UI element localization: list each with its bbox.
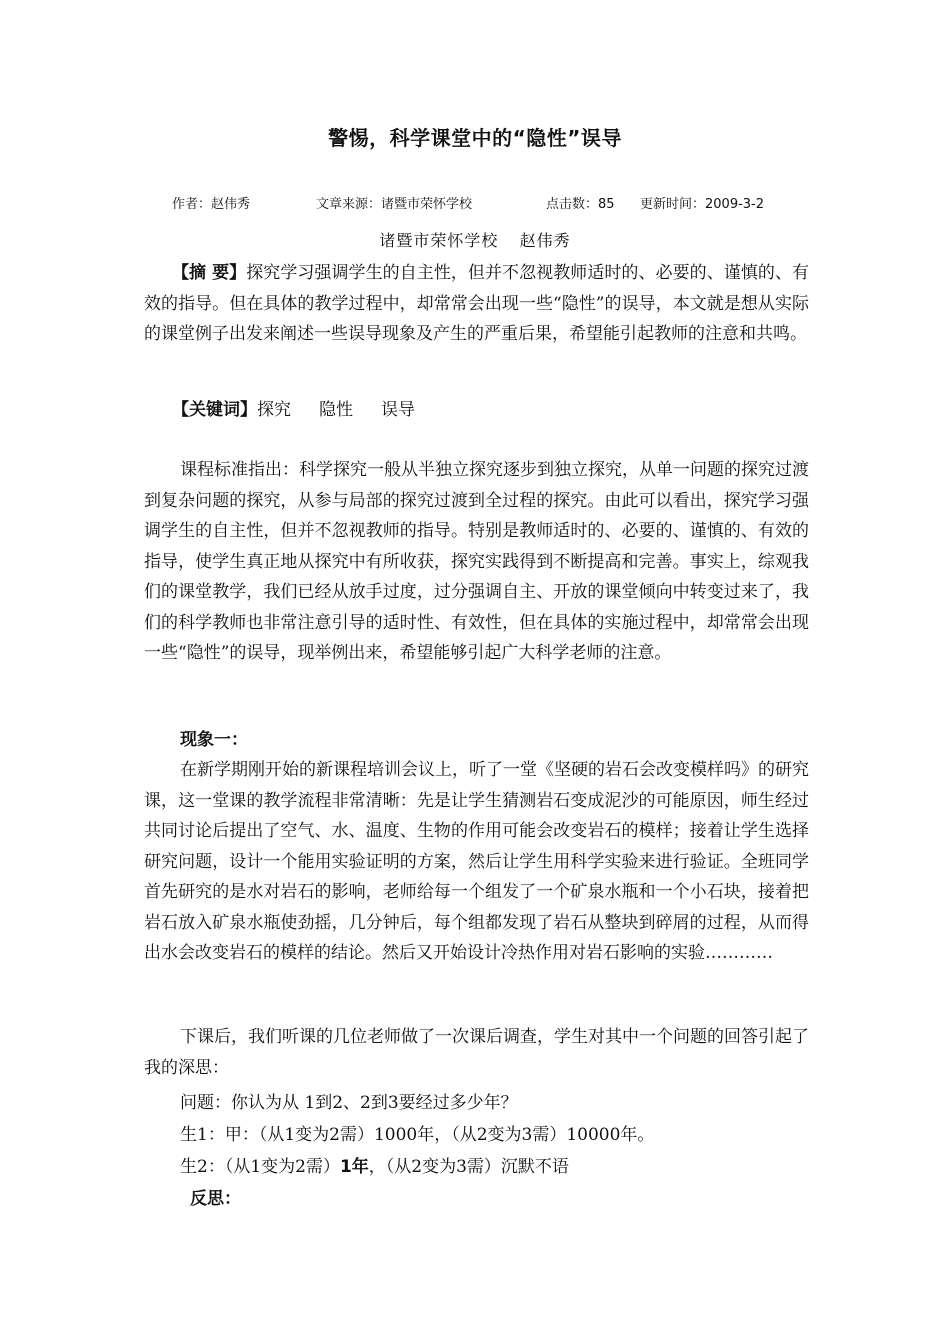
abstract-text: 探究学习强调学生的自主性，但并不忽视教师适时的、必要的、谨慎的、有效的指导。但在具体的教学过程中，却常常会出现一些“隐性”的误导，本文就是想从实际的课堂例子出发来阐述一些误导现象及产生的严重后果，希望能引起教师的注意和共鸣。	[144, 263, 809, 344]
keyword-item: 探究	[257, 400, 291, 420]
meta-source: 文章来源：诸暨市荣怀学校	[316, 197, 473, 212]
intro-paragraph: 课程标准指出：科学探究一般从半独立探究逐步到独立探究，从单一问题的探究过渡到复杂问题的探究，从参与局部的探究过渡到全过程的探究。由此可以看出，探究学习强调学生的自主性，但并不忽视教师的指导。特别是教师适时的、必要的、谨慎的、有效的指导，使学生真正地从探究中有所收获，探究实践得到不断提高和完善。事实上，综观我们的课堂教学，我们已经从放手过度，过分强调自主、开放的课堂倾向中转变过来了，我们的科学教师也非常注意引导的适时性、有效性，但在具体的实施过程中，却常常会出现一些“隐性”的误导，现举例出来，希望能够引起广大科学老师的注意。	[144, 460, 809, 663]
meta-clicks: 点击数：85	[546, 197, 615, 212]
reflection-heading: 反思：	[190, 1189, 241, 1209]
phenomenon1-paragraph: 在新学期刚开始的新课程培训会议上，听了一堂《坚硬的岩石会改变模样吗》的研究课，这一堂课的教学流程非常清晰：先是让学生猜测岩石变成泥沙的可能原因，师生经过共同讨论后提出了空气、水、温度、生物的作用可能会改变岩石的模样；接着让学生选择研究问题，设计一个能用实验证明的方案，然后让学生用科学实验来进行验证。全班同学首先研究的是水对岩石的影响，老师给每一个组发了一个矿泉水瓶和一个小石块，接着把岩石放入矿泉水瓶使劲摇，几分钟后，每个组都发现了岩石从整块到碎屑的过程，从而得出水会改变岩石的模样的结论。然后又开始设计冷热作用对岩石影响的实验…………	[144, 760, 809, 963]
student-answer-2	[180, 1152, 569, 1182]
student-answer-1: 生1：甲：（从1变为2需）1000年，（从2变为3需）10000年。	[180, 1125, 655, 1145]
meta-updated: 更新时间：2009-3-2	[640, 197, 765, 212]
byline: 诸暨市荣怀学校 赵伟秀	[379, 231, 571, 250]
survey-question: 问题：你认为从 1到2、2到3要经过多少年？	[180, 1093, 518, 1113]
phenomenon1-heading: 现象一：	[180, 730, 248, 750]
meta-author: 作者：赵伟秀	[172, 197, 251, 212]
keywords	[172, 395, 443, 425]
article-title: 警惕，科学课堂中的“隐性”误导	[328, 126, 622, 150]
abstract	[144, 258, 809, 350]
keyword-item: 误导	[381, 400, 415, 420]
keyword-item: 隐性	[319, 400, 353, 420]
keywords-label: 【关键词】	[172, 400, 257, 420]
answer2-part: ，（从2变为3需）沉默不语	[368, 1157, 569, 1177]
answer2-emphasis: 1年	[339, 1157, 369, 1177]
answer2-part: 生2：（从1变为2需）	[180, 1157, 340, 1177]
after-class-paragraph: 下课后，我们听课的几位老师做了一次课后调查，学生对其中一个问题的回答引起了我的深思：	[144, 1027, 809, 1078]
abstract-label: 【摘 要】	[172, 263, 247, 283]
